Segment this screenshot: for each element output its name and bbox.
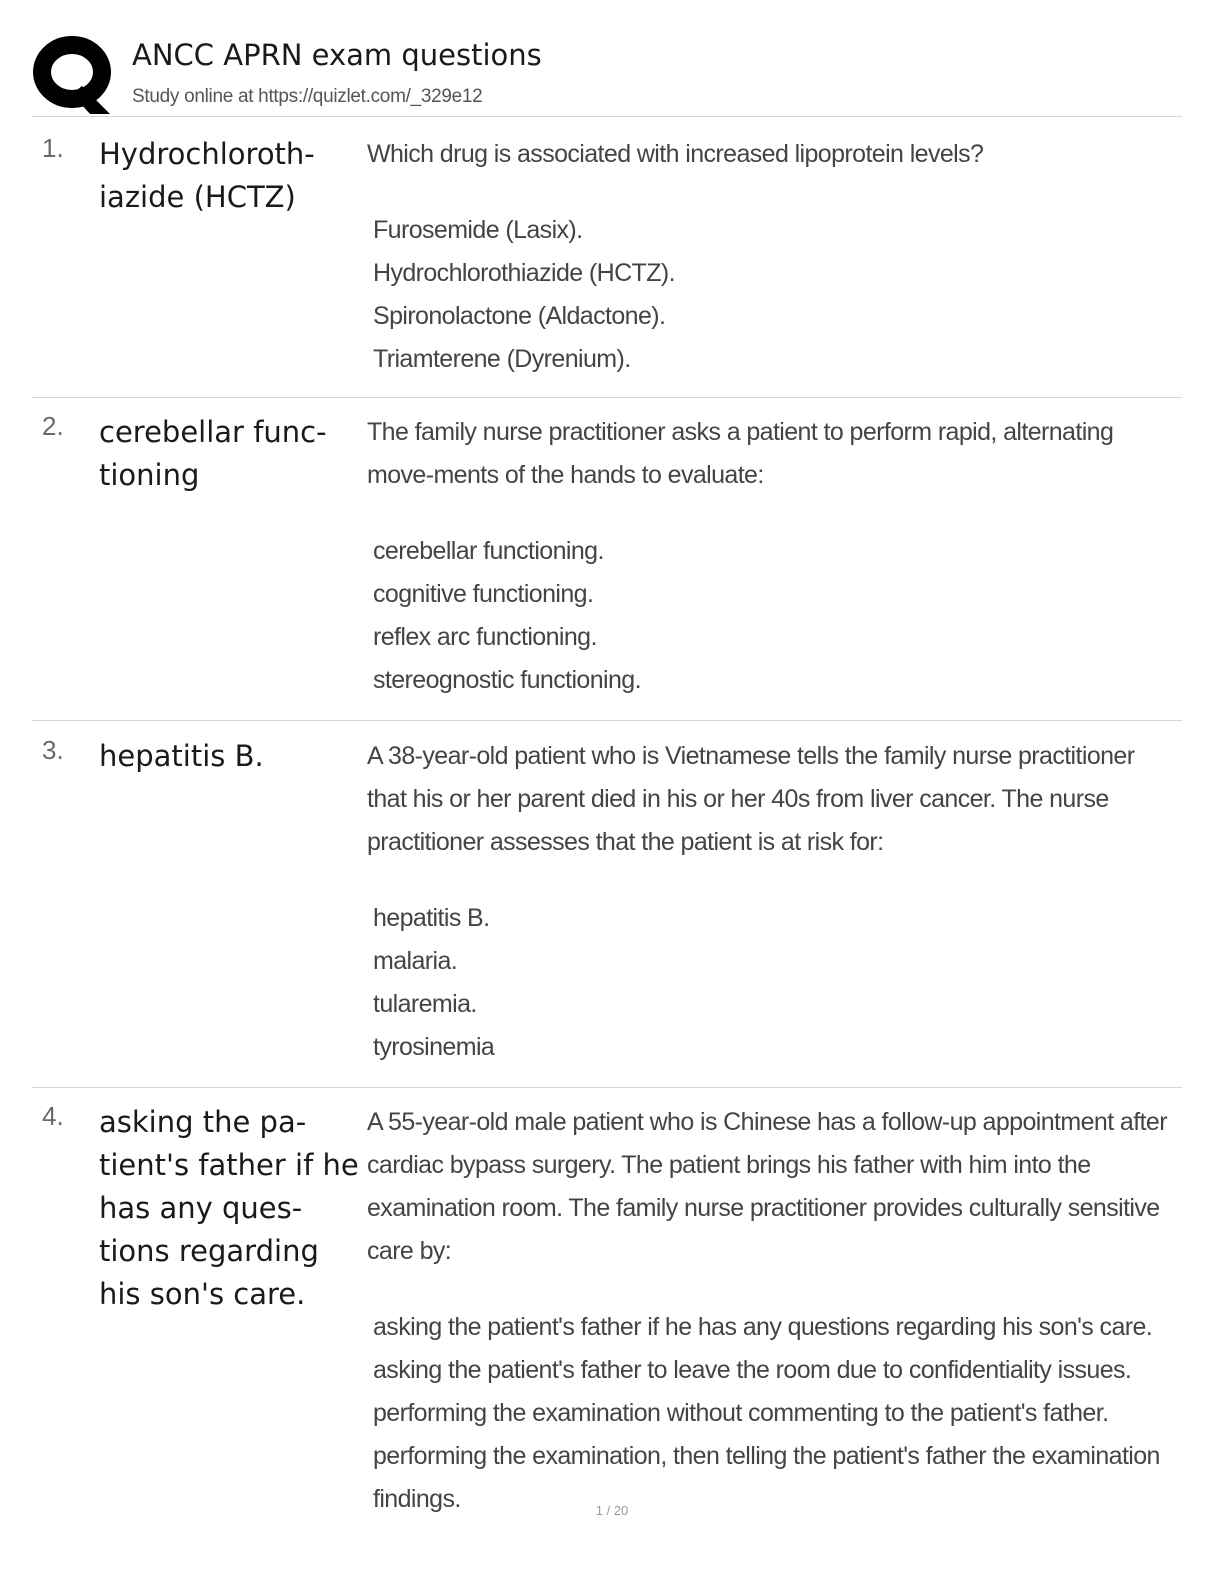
answer-option: tyrosinemia: [373, 1033, 495, 1061]
answer-option: hepatitis B.: [373, 904, 490, 932]
answer-option: Spironolactone (Aldactone).: [373, 302, 666, 330]
card-number: 1.: [42, 133, 64, 163]
card-divider: [32, 1087, 1182, 1088]
answer-option: Hydrochlorothiazide (HCTZ).: [373, 259, 675, 287]
answer-option: Furosemide (Lasix).: [373, 216, 583, 244]
card-number: 3.: [42, 735, 64, 765]
page-header: [32, 34, 1182, 118]
card-question: A 38-year-old patient who is Vietnamese tells the family nurse practitioner that his or her parent died in his or her 40s from liver cancer. The nurse practitioner assesses that the patient is at risk for:: [367, 742, 1135, 856]
answer-option: Triamterene (Dyrenium).: [373, 345, 631, 373]
answer-option: stereognostic functioning.: [373, 666, 641, 694]
card-number: 2.: [42, 411, 64, 441]
card-number: 4.: [42, 1101, 64, 1131]
answer-option: reflex arc functioning.: [373, 623, 597, 651]
card-question: Which drug is associated with increased lipoprotein levels?: [367, 140, 984, 168]
answer-option: cognitive functioning.: [373, 580, 594, 608]
card-definition: [367, 133, 1177, 381]
card-definition: [367, 1101, 1177, 1521]
answer-options: [367, 530, 1177, 702]
answer-option: tularemia.: [373, 990, 477, 1018]
card-question: A 55-year-old male patient who is Chinese has a follow-up appointment after cardiac bypass surgery. The patient brings his father with him into the examination room. The family nurse practitioner provides culturally sensitive care by:: [367, 1108, 1167, 1265]
answer-options: [367, 1306, 1177, 1521]
card-divider: [32, 397, 1182, 398]
card-term: asking the pa-tient's father if he has any ques-tions regarding his son's care.: [99, 1105, 359, 1311]
study-link[interactable]: Study online at https://quizlet.com/_329e12: [132, 86, 483, 107]
card-definition: [367, 735, 1177, 1069]
answer-options: [367, 209, 1177, 381]
card-term: cerebellar func-tioning: [99, 415, 327, 492]
page-title: ANCC APRN exam questions: [132, 38, 542, 72]
card-term: hepatitis B.: [99, 739, 264, 773]
answer-option: cerebellar functioning.: [373, 537, 604, 565]
card-question: The family nurse practitioner asks a patient to perform rapid, alternating move-ments of the hands to evaluate:: [367, 418, 1114, 489]
header-divider: [32, 116, 1182, 117]
answer-option: asking the patient's father to leave the room due to confidentiality issues.: [373, 1356, 1132, 1384]
card-term: Hydrochloroth-iazide (HCTZ): [99, 137, 315, 214]
answer-option: asking the patient's father if he has any questions regarding his son's care.: [373, 1313, 1153, 1341]
quizlet-logo-icon: [32, 34, 116, 114]
card-definition: [367, 411, 1177, 702]
card-divider: [32, 720, 1182, 721]
answer-option: performing the examination, then telling the patient's father the examination findings.: [373, 1442, 1160, 1513]
answer-options: [367, 897, 1177, 1069]
answer-option: performing the examination without commenting to the patient's father.: [373, 1399, 1109, 1427]
answer-option: malaria.: [373, 947, 458, 975]
page-number: 1 / 20: [595, 1503, 629, 1518]
